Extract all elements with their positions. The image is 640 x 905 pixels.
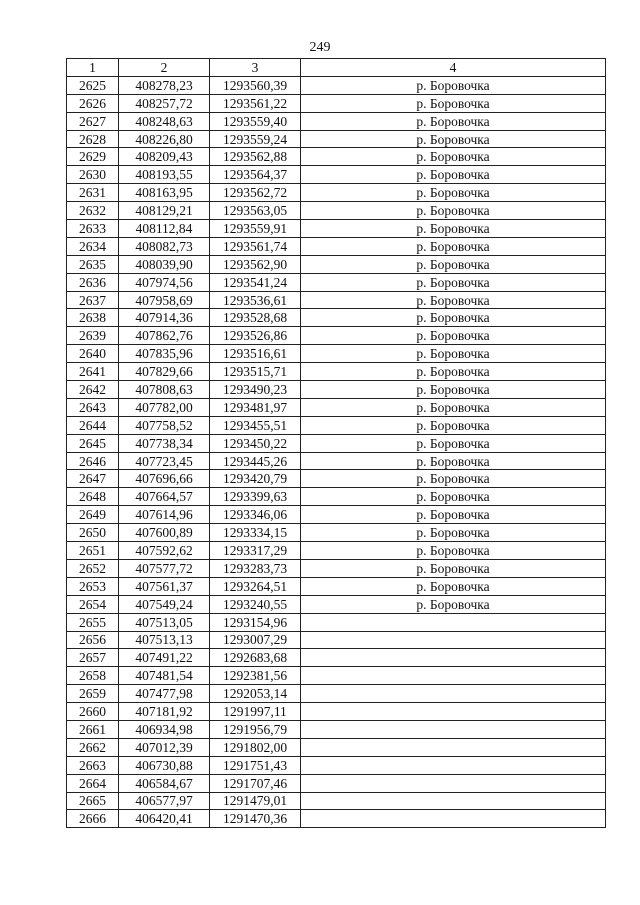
description-cell: р. Боровочка	[301, 434, 606, 452]
point-number-cell: 2655	[67, 613, 119, 631]
table-row	[67, 220, 606, 238]
description-cell	[301, 631, 606, 649]
x-coordinate-cell: 408209,43	[119, 148, 210, 166]
header-col-4: 4	[301, 59, 606, 77]
point-number-cell: 2666	[67, 810, 119, 828]
point-number-cell: 2663	[67, 756, 119, 774]
y-coordinate-cell: 1293560,39	[210, 76, 301, 94]
point-number-cell: 2625	[67, 76, 119, 94]
x-coordinate-cell: 407829,66	[119, 363, 210, 381]
point-number-cell: 2639	[67, 327, 119, 345]
point-number-cell: 2659	[67, 685, 119, 703]
x-coordinate-cell: 407561,37	[119, 577, 210, 595]
x-coordinate-cell: 407782,00	[119, 398, 210, 416]
table-row	[67, 381, 606, 399]
description-cell	[301, 774, 606, 792]
table-row	[67, 291, 606, 309]
table-row	[67, 703, 606, 721]
table-row	[67, 559, 606, 577]
table-row	[67, 685, 606, 703]
y-coordinate-cell: 1293516,61	[210, 345, 301, 363]
description-cell	[301, 792, 606, 810]
header-col-2: 2	[119, 59, 210, 77]
y-coordinate-cell: 1292683,68	[210, 649, 301, 667]
header-row	[67, 59, 606, 77]
page-number: 249	[309, 40, 331, 55]
description-cell: р. Боровочка	[301, 237, 606, 255]
y-coordinate-cell: 1293561,22	[210, 94, 301, 112]
point-number-cell: 2647	[67, 470, 119, 488]
table-row	[67, 470, 606, 488]
description-cell: р. Боровочка	[301, 327, 606, 345]
description-cell: р. Боровочка	[301, 542, 606, 560]
point-number-cell: 2626	[67, 94, 119, 112]
x-coordinate-cell: 407549,24	[119, 595, 210, 613]
x-coordinate-cell: 407513,13	[119, 631, 210, 649]
x-coordinate-cell: 407758,52	[119, 416, 210, 434]
description-cell: р. Боровочка	[301, 273, 606, 291]
y-coordinate-cell: 1291470,36	[210, 810, 301, 828]
point-number-cell: 2664	[67, 774, 119, 792]
description-cell: р. Боровочка	[301, 184, 606, 202]
point-number-cell: 2638	[67, 309, 119, 327]
table-row	[67, 613, 606, 631]
x-coordinate-cell: 408193,55	[119, 166, 210, 184]
point-number-cell: 2651	[67, 542, 119, 560]
x-coordinate-cell: 406577,97	[119, 792, 210, 810]
table-row	[67, 488, 606, 506]
description-cell: р. Боровочка	[301, 398, 606, 416]
y-coordinate-cell: 1293240,55	[210, 595, 301, 613]
y-coordinate-cell: 1293420,79	[210, 470, 301, 488]
x-coordinate-cell: 408278,23	[119, 76, 210, 94]
x-coordinate-cell: 407614,96	[119, 506, 210, 524]
description-cell: р. Боровочка	[301, 577, 606, 595]
description-cell: р. Боровочка	[301, 94, 606, 112]
point-number-cell: 2642	[67, 381, 119, 399]
description-cell: р. Боровочка	[301, 345, 606, 363]
x-coordinate-cell: 407696,66	[119, 470, 210, 488]
y-coordinate-cell: 1291707,46	[210, 774, 301, 792]
y-coordinate-cell: 1293562,88	[210, 148, 301, 166]
table-row	[67, 792, 606, 810]
point-number-cell: 2641	[67, 363, 119, 381]
y-coordinate-cell: 1293445,26	[210, 452, 301, 470]
y-coordinate-cell: 1293526,86	[210, 327, 301, 345]
y-coordinate-cell: 1293317,29	[210, 542, 301, 560]
point-number-cell: 2661	[67, 720, 119, 738]
x-coordinate-cell: 406420,41	[119, 810, 210, 828]
y-coordinate-cell: 1293455,51	[210, 416, 301, 434]
x-coordinate-cell: 408248,63	[119, 112, 210, 130]
table-row	[67, 416, 606, 434]
x-coordinate-cell: 407958,69	[119, 291, 210, 309]
table-row	[67, 506, 606, 524]
x-coordinate-cell: 408257,72	[119, 94, 210, 112]
table-row	[67, 524, 606, 542]
x-coordinate-cell: 407862,76	[119, 327, 210, 345]
y-coordinate-cell: 1291802,00	[210, 738, 301, 756]
description-cell	[301, 810, 606, 828]
table-row	[67, 810, 606, 828]
point-number-cell: 2633	[67, 220, 119, 238]
table-row	[67, 94, 606, 112]
point-number-cell: 2636	[67, 273, 119, 291]
x-coordinate-cell: 406730,88	[119, 756, 210, 774]
point-number-cell: 2649	[67, 506, 119, 524]
y-coordinate-cell: 1293559,24	[210, 130, 301, 148]
point-number-cell: 2648	[67, 488, 119, 506]
description-cell	[301, 756, 606, 774]
x-coordinate-cell: 407481,54	[119, 667, 210, 685]
table-row	[67, 738, 606, 756]
y-coordinate-cell: 1293541,24	[210, 273, 301, 291]
point-number-cell: 2657	[67, 649, 119, 667]
table-row	[67, 327, 606, 345]
point-number-cell: 2643	[67, 398, 119, 416]
description-cell: р. Боровочка	[301, 363, 606, 381]
point-number-cell: 2635	[67, 255, 119, 273]
description-cell: р. Боровочка	[301, 309, 606, 327]
x-coordinate-cell: 406934,98	[119, 720, 210, 738]
description-cell	[301, 703, 606, 721]
y-coordinate-cell: 1291479,01	[210, 792, 301, 810]
description-cell: р. Боровочка	[301, 416, 606, 434]
table-row	[67, 756, 606, 774]
table-row	[67, 434, 606, 452]
x-coordinate-cell: 407835,96	[119, 345, 210, 363]
x-coordinate-cell: 407491,22	[119, 649, 210, 667]
table-row	[67, 166, 606, 184]
point-number-cell: 2630	[67, 166, 119, 184]
table-row	[67, 774, 606, 792]
x-coordinate-cell: 407012,39	[119, 738, 210, 756]
point-number-cell: 2644	[67, 416, 119, 434]
point-number-cell: 2632	[67, 202, 119, 220]
description-cell: р. Боровочка	[301, 291, 606, 309]
y-coordinate-cell: 1293562,90	[210, 255, 301, 273]
description-cell: р. Боровочка	[301, 559, 606, 577]
description-cell: р. Боровочка	[301, 130, 606, 148]
table-row	[67, 667, 606, 685]
description-cell	[301, 613, 606, 631]
y-coordinate-cell: 1293563,05	[210, 202, 301, 220]
y-coordinate-cell: 1293264,51	[210, 577, 301, 595]
x-coordinate-cell: 407592,62	[119, 542, 210, 560]
description-cell: р. Боровочка	[301, 381, 606, 399]
point-number-cell: 2646	[67, 452, 119, 470]
description-cell	[301, 667, 606, 685]
y-coordinate-cell: 1293536,61	[210, 291, 301, 309]
x-coordinate-cell: 407577,72	[119, 559, 210, 577]
point-number-cell: 2631	[67, 184, 119, 202]
description-cell: р. Боровочка	[301, 506, 606, 524]
x-coordinate-cell: 408226,80	[119, 130, 210, 148]
x-coordinate-cell: 407477,98	[119, 685, 210, 703]
point-number-cell: 2652	[67, 559, 119, 577]
x-coordinate-cell: 406584,67	[119, 774, 210, 792]
point-number-cell: 2654	[67, 595, 119, 613]
point-number-cell: 2656	[67, 631, 119, 649]
x-coordinate-cell: 408163,95	[119, 184, 210, 202]
y-coordinate-cell: 1291997,11	[210, 703, 301, 721]
point-number-cell: 2627	[67, 112, 119, 130]
description-cell: р. Боровочка	[301, 202, 606, 220]
y-coordinate-cell: 1293562,72	[210, 184, 301, 202]
table-row	[67, 309, 606, 327]
x-coordinate-cell: 408129,21	[119, 202, 210, 220]
y-coordinate-cell: 1293007,29	[210, 631, 301, 649]
description-cell: р. Боровочка	[301, 452, 606, 470]
coordinates-table	[66, 58, 606, 828]
description-cell: р. Боровочка	[301, 112, 606, 130]
point-number-cell: 2665	[67, 792, 119, 810]
point-number-cell: 2650	[67, 524, 119, 542]
y-coordinate-cell: 1292053,14	[210, 685, 301, 703]
y-coordinate-cell: 1293450,22	[210, 434, 301, 452]
y-coordinate-cell: 1293561,74	[210, 237, 301, 255]
description-cell: р. Боровочка	[301, 76, 606, 94]
description-cell: р. Боровочка	[301, 220, 606, 238]
y-coordinate-cell: 1293564,37	[210, 166, 301, 184]
y-coordinate-cell: 1293515,71	[210, 363, 301, 381]
x-coordinate-cell: 407914,36	[119, 309, 210, 327]
x-coordinate-cell: 408112,84	[119, 220, 210, 238]
x-coordinate-cell: 407723,45	[119, 452, 210, 470]
description-cell: р. Боровочка	[301, 255, 606, 273]
y-coordinate-cell: 1291956,79	[210, 720, 301, 738]
table-row	[67, 148, 606, 166]
description-cell	[301, 685, 606, 703]
table-row	[67, 184, 606, 202]
table-row	[67, 452, 606, 470]
y-coordinate-cell: 1293481,97	[210, 398, 301, 416]
x-coordinate-cell: 407738,34	[119, 434, 210, 452]
point-number-cell: 2637	[67, 291, 119, 309]
x-coordinate-cell: 408039,90	[119, 255, 210, 273]
y-coordinate-cell: 1293334,15	[210, 524, 301, 542]
table-row	[67, 273, 606, 291]
header-col-1: 1	[67, 59, 119, 77]
table-row	[67, 542, 606, 560]
table-row	[67, 720, 606, 738]
point-number-cell: 2660	[67, 703, 119, 721]
table-row	[67, 202, 606, 220]
table-row	[67, 398, 606, 416]
table-header	[67, 59, 606, 77]
y-coordinate-cell: 1293154,96	[210, 613, 301, 631]
description-cell: р. Боровочка	[301, 524, 606, 542]
description-cell	[301, 738, 606, 756]
point-number-cell: 2634	[67, 237, 119, 255]
x-coordinate-cell: 407513,05	[119, 613, 210, 631]
table-row	[67, 363, 606, 381]
y-coordinate-cell: 1293490,23	[210, 381, 301, 399]
point-number-cell: 2629	[67, 148, 119, 166]
point-number-cell: 2658	[67, 667, 119, 685]
table-row	[67, 595, 606, 613]
point-number-cell: 2628	[67, 130, 119, 148]
table-row	[67, 76, 606, 94]
point-number-cell: 2640	[67, 345, 119, 363]
table-row	[67, 130, 606, 148]
table-row	[67, 255, 606, 273]
description-cell: р. Боровочка	[301, 470, 606, 488]
x-coordinate-cell: 407974,56	[119, 273, 210, 291]
description-cell: р. Боровочка	[301, 148, 606, 166]
description-cell: р. Боровочка	[301, 595, 606, 613]
description-cell	[301, 720, 606, 738]
point-number-cell: 2662	[67, 738, 119, 756]
x-coordinate-cell: 407181,92	[119, 703, 210, 721]
point-number-cell: 2645	[67, 434, 119, 452]
y-coordinate-cell: 1293283,73	[210, 559, 301, 577]
table-row	[67, 237, 606, 255]
table-row	[67, 631, 606, 649]
table-row	[67, 577, 606, 595]
y-coordinate-cell: 1293528,68	[210, 309, 301, 327]
description-cell	[301, 649, 606, 667]
table-row	[67, 649, 606, 667]
table-row	[67, 345, 606, 363]
description-cell: р. Боровочка	[301, 166, 606, 184]
x-coordinate-cell: 407808,63	[119, 381, 210, 399]
x-coordinate-cell: 408082,73	[119, 237, 210, 255]
y-coordinate-cell: 1292381,56	[210, 667, 301, 685]
y-coordinate-cell: 1293559,40	[210, 112, 301, 130]
y-coordinate-cell: 1293559,91	[210, 220, 301, 238]
header-col-3: 3	[210, 59, 301, 77]
x-coordinate-cell: 407600,89	[119, 524, 210, 542]
y-coordinate-cell: 1293399,63	[210, 488, 301, 506]
y-coordinate-cell: 1291751,43	[210, 756, 301, 774]
point-number-cell: 2653	[67, 577, 119, 595]
x-coordinate-cell: 407664,57	[119, 488, 210, 506]
y-coordinate-cell: 1293346,06	[210, 506, 301, 524]
table-body	[67, 76, 606, 827]
description-cell: р. Боровочка	[301, 488, 606, 506]
table-row	[67, 112, 606, 130]
